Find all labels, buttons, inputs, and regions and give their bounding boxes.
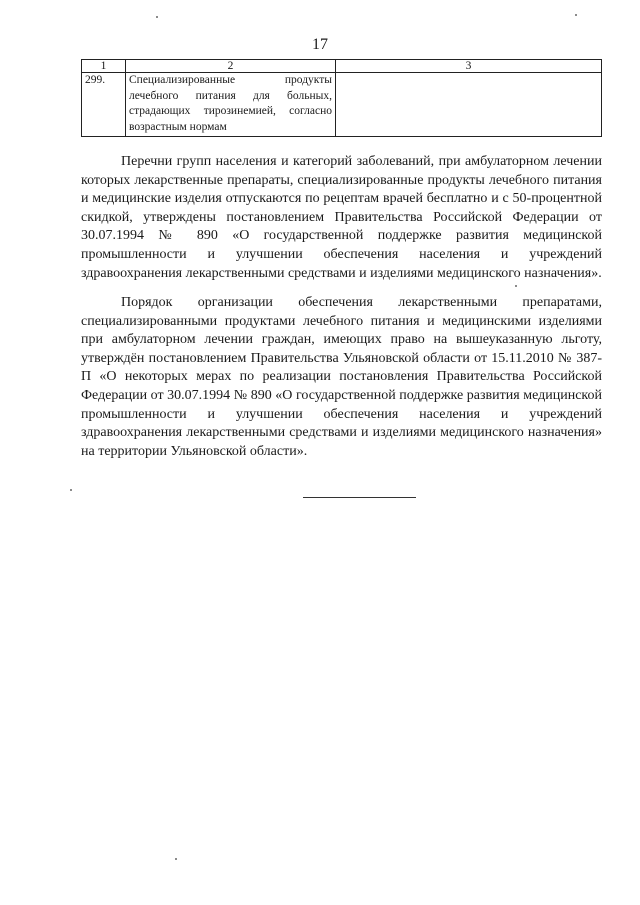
row-number-cell: 299. xyxy=(82,73,126,137)
row-value-cell xyxy=(336,73,602,137)
column-header-1: 1 xyxy=(82,60,126,73)
table-header-row xyxy=(82,60,602,73)
column-header-2: 2 xyxy=(126,60,336,73)
closing-separator-line xyxy=(303,497,416,498)
paragraph-1-block xyxy=(81,153,602,283)
table-header xyxy=(82,60,602,73)
scan-speck xyxy=(515,285,517,287)
page-number: 17 xyxy=(312,36,328,53)
table-row xyxy=(82,73,602,137)
document-table xyxy=(81,59,602,137)
scan-speck xyxy=(156,16,158,18)
scan-speck xyxy=(575,14,577,16)
scan-speck xyxy=(70,489,72,491)
column-header-3: 3 xyxy=(336,60,602,73)
paragraph-2-block xyxy=(81,294,602,461)
paragraph-2: Порядок организации обеспечения лекарственными препаратами, специализированными продуктами лечебного питания и медицинскими изделиями при амбулаторном лечении граждан, имеющих право на вышеуказанную льготу, утверждён постановлением Правительства Ульяновской области от 15.11.2010 № 387-П «О некоторых мерах по реализации постановления Правительства Российской Федерации от 30.07.1994 № 890 «О государственной поддержке развития медицинской промышленности и улучшении обеспечения населения и учреждений здравоохранения лекарственными средствами и изделиями медицинского назначения» на территории Ульяновской области». xyxy=(81,295,602,459)
paragraph-1: Перечни групп населения и категорий заболеваний, при амбулаторном лечении которых лекарственные препараты, специализированные продукты лечебного питания и медицинские изделия отпускаются по рецептам врачей бесплатно и с 50-процентной скидкой, утверждены постановлением Правительства Российской Федерации от 30.07.1994 № 890 «О государственной поддержке развития медицинской промышленности и улучшении обеспечения населения и учреждений здравоохранения лекарственными средствами и изделиями медицинского назначения». xyxy=(81,154,602,281)
scan-speck xyxy=(175,858,177,860)
row-name-cell: Специализированные продукты лечебного питания для больных, страдающих тирозинемией, согласно возрастным нормам xyxy=(126,73,336,137)
